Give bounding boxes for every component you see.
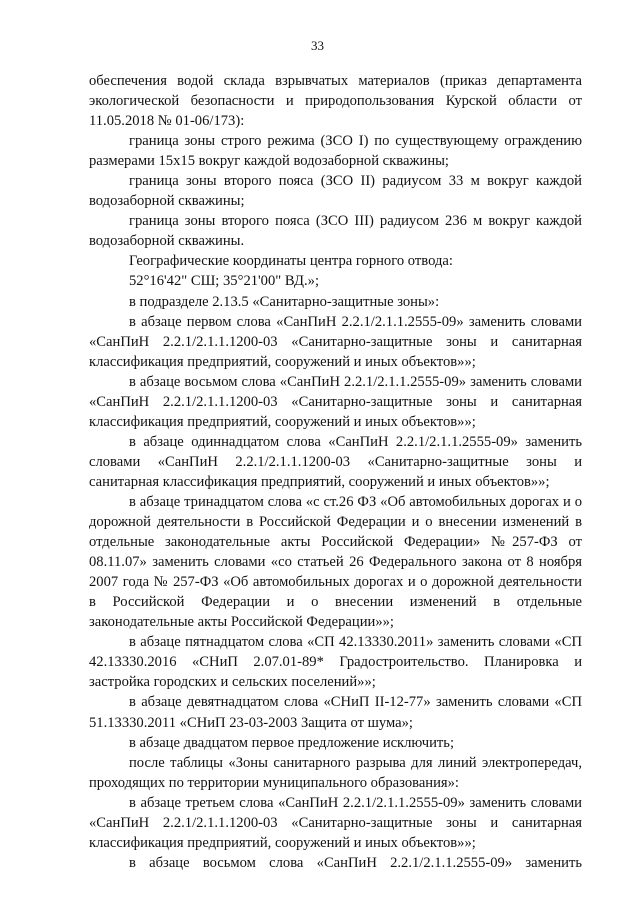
paragraph: в абзаце двадцатом первое предложение исключить; [129, 734, 455, 751]
paragraph: граница зоны второго пояса (ЗСО II) радиусом 33 м вокруг каждой водозаборной скважины; [89, 173, 582, 210]
paragraph: в подразделе 2.13.5 «Санитарно-защитные зоны»: [129, 293, 440, 310]
paragraph: в абзаце третьем слова «СанПиН 2.2.1/2.1.1.2555-09» заменить словами «СанПиН 2.2.1/2.1.1.1200-03 «Санитарно-защитные зоны и санитарная классификация предприятий, сооружений и иных объектов»»; [89, 794, 582, 851]
paragraph: в абзаце тринадцатом слова «с ст.26 ФЗ «Об автомобильных дорогах и о дорожной деятельности в Российской Федерации и о внесении изменений в отдельные законодательные акты Российской Федерации» №257-ФЗ от 08.11.07» заменить словами «со статьей 26 Федерального закона от 8 ноября 2007 года № 257-ФЗ «Об автомобильных дорогах и о дорожной деятельности в Российской Федерации и о внесении изменений в отдельные законодательные акты Российской Федерации»»; [89, 493, 582, 631]
paragraph: Географические координаты центра горного отвода: [129, 253, 453, 270]
paragraph: обеспечения водой склада взрывчатых материалов (приказ департамента экологической безопасности и природопользования Курской области от 11.05.2018 № 01-06/173): [89, 73, 582, 130]
paragraph: в абзаце восьмом слова «СанПиН 2.2.1/2.1.1.2555-09» заменить [129, 854, 582, 871]
paragraph: 52°16'42" СШ; 35°21'00" ВД.»; [129, 273, 319, 290]
paragraph: в абзаце одиннадцатом слова «СанПиН 2.2.1/2.1.1.2555-09» заменить словами «СанПиН 2.2.1/2.1.1.1200-03 «Санитарно-защитные зоны и санитарная классификация предприятий, сооружений и иных объектов»»; [89, 433, 582, 490]
document-body [89, 71, 582, 873]
paragraph: в абзаце пятнадцатом слова «СП 42.13330.2011» заменить словами «СП 42.13330.2016 «СНиП 2.07.01-89* Градостроительство. Планировка и застройка городских и сельских поселений»»; [89, 634, 582, 691]
paragraph: граница зоны второго пояса (ЗСО III) радиусом 236 м вокруг каждой водозаборной скважины. [89, 213, 582, 250]
paragraph: после таблицы «Зоны санитарного разрыва для линий электропередач, проходящих по территории муниципального образования»: [89, 754, 582, 791]
paragraph: граница зоны строго режима (ЗСО I) по существующему ограждению размерами 15х15 вокруг каждой водозаборной скважины; [89, 133, 582, 170]
paragraph: в абзаце первом слова «СанПиН 2.2.1/2.1.1.2555-09» заменить словами «СанПиН 2.2.1/2.1.1.1200-03 «Санитарно-защитные зоны и санитарная классификация предприятий, сооружений и иных объектов»»; [89, 313, 582, 370]
paragraph: в абзаце девятнадцатом слова «СНиП II-12-77» заменить словами «СП 51.13330.2011 «СНиП 23-03-2003 Защита от шума»; [89, 694, 582, 731]
paragraph: в абзаце восьмом слова «СанПиН 2.2.1/2.1.1.2555-09» заменить словами «СанПиН 2.2.1/2.1.1.1200-03 «Санитарно-защитные зоны и санитарная классификация предприятий, сооружений и иных объектов»»; [89, 373, 582, 430]
page-number: 33 [311, 38, 324, 53]
